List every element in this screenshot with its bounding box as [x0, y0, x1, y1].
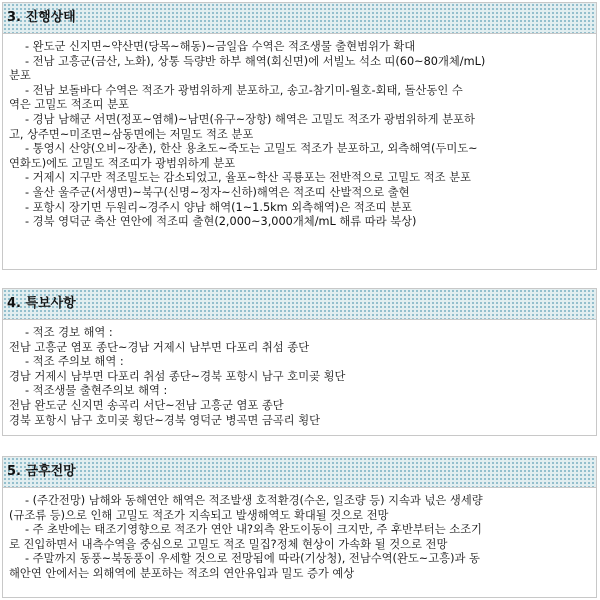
special-line: - 적조 경보 해역 : [25, 326, 113, 339]
status-line: - 완도군 신지면~약산면(당목~해동)~금일읍 수역은 적조생물 출현범위가 확대 [25, 40, 416, 53]
status-line: - 경북 영덕군 축산 연안에 적조띠 출현(2,000~3,000개체/mL 해류 따라 북상) [25, 215, 417, 229]
status-line: - 전남 고흥군(금산, 노화), 상통 득량반 하부 해역(회신면)에 서빌노 석소 띠(60~80개체/mL) [25, 54, 486, 68]
section-status [2, 2, 597, 270]
outlook-line: 로 진입하면서 내측수역을 중심으로 고밀도 적조 밀집?정체 현상이 가속화 될 것으로 전망 [9, 537, 448, 551]
status-line: 고, 상주면~미조면~삼동면에는 저밀도 적조 분포 [9, 127, 254, 141]
status-line: - 경남 남해군 서면(정포~염해)~남면(유구~장항) 해역은 고밀도 적조가 광범위하게 분포하 [25, 112, 475, 126]
section-title: 5. 금후전망 [3, 457, 596, 488]
status-line: - 통영시 산양(오비~장촌), 한산 용초도~죽도는 고밀도 적조가 분포하고, 외측해역(두미도~ [25, 142, 478, 156]
outlook-line: - 주말까지 동풍~북동풍이 우세할 것으로 전망됨에 따라(기상청), 전남수역(완도~고흥)과 동 [25, 552, 480, 566]
section-special-reports [2, 288, 597, 436]
section-title: 4. 특보사항 [3, 289, 596, 320]
status-line: - 거제시 지구만 적조밀도는 감소되었고, 율포~학산 곡룡포는 전반적으로 고밀도 적조 분포 [25, 171, 471, 185]
special-line: - 적조 주의보 해역 : [25, 355, 124, 369]
special-line: 경남 거제시 남부면 다포리 취섬 종단~경북 포항시 남구 호미곶 횡단 [9, 369, 346, 383]
special-line: 경북 포항시 남구 호미곶 횡단~경북 영덕군 병곡면 금곡리 횡단 [9, 413, 321, 427]
section-title: 3. 진행상태 [3, 3, 596, 34]
status-line: - 울산 울주군(서생면)~북구(신명~정자~신하)해역은 적조띠 산발적으로 출현 [25, 185, 410, 199]
status-line: - 포항시 장기면 두원리~경주시 양남 해역(1~1.5km 외측해역)은 적조띠 분포 [25, 200, 412, 214]
section-body [3, 320, 596, 428]
section-outlook [2, 456, 597, 598]
status-line: - 전남 보돌바다 수역은 적조가 광범위하게 분포하고, 송고-참기미-월호-회태, 돌산동인 수 [25, 83, 463, 97]
outlook-line: - 주 초반에는 태조기영향으로 적조가 연안 내?외측 완도이동이 크지만, 주 후반부터는 소조기 [25, 523, 482, 537]
outlook-line: (규조류 등)으로 인해 고밀도 적조가 지속되고 발생해역도 확대될 것으로 전망 [9, 508, 389, 522]
special-line: - 적조생물 출현주의보 해역 : [25, 384, 168, 398]
special-line: 전남 완도군 신지면 송곡리 서단~전남 고흥군 염포 종단 [9, 398, 284, 412]
section-body [3, 34, 596, 230]
special-line: 전남 고흥군 염포 종단~경남 거제시 남부면 다포리 취섬 종단 [9, 340, 310, 354]
status-line: 역은 고밀도 적조띠 분포 [9, 98, 129, 112]
outlook-line: 해안연 안에서는 외해역에 분포하는 적조의 연안유입과 밀도 증가 예상 [9, 566, 355, 580]
status-line: 분포 [9, 69, 31, 83]
outlook-line: - (주간전망) 남해와 동해연안 해역은 적조발생 호적환경(수온, 일조량 등) 지속과 넋은 생세량 [25, 494, 483, 507]
section-body [3, 488, 596, 582]
status-line: 연화도)에도 고밀도 적조띠가 광범위하게 분포 [9, 156, 236, 170]
